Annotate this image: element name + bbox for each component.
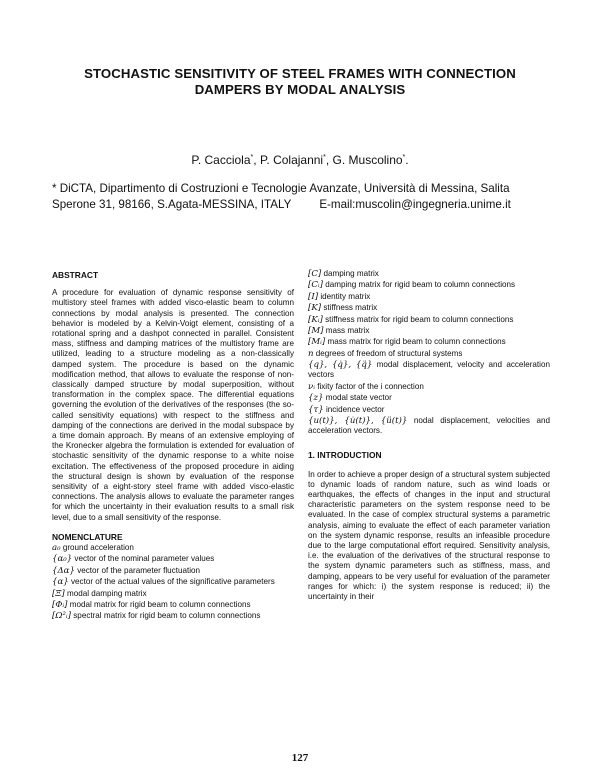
nomenclature-symbol: a₀ [52, 543, 61, 554]
nomenclature-item [308, 326, 550, 336]
nomenclature-right-list [308, 269, 550, 436]
nomenclature-desc: ground acceleration [60, 543, 134, 553]
author-sep-2: , [325, 153, 333, 167]
nomenclature-item [308, 360, 550, 380]
nomenclature-desc: vector of the nominal parameter values [72, 554, 215, 564]
nomenclature-symbol: {Δα} [52, 565, 75, 576]
nomenclature-desc: mass matrix [323, 325, 370, 335]
nomenclature-item [308, 405, 550, 415]
nomenclature-item [308, 416, 550, 436]
abstract-heading: ABSTRACT [52, 270, 99, 280]
nomenclature-desc: nodal displacement, velocities and acceleration vectors. [308, 415, 550, 436]
affiliation-line-1: * DiCTA, Dipartimento di Costruzioni e Tecnologie Avanzate, Università di Messina, Salita [52, 182, 510, 195]
nomenclature-desc: vector of the parameter fluctuation [74, 565, 201, 575]
author-2: P. Colajanni [259, 153, 324, 167]
nomenclature-desc: vector of the actual values of the significative parameters [68, 577, 275, 587]
nomenclature-item [52, 554, 294, 564]
nomenclature-item [308, 269, 550, 279]
nomenclature-symbol: νᵢ [308, 381, 315, 392]
nomenclature-symbol: {α} [52, 577, 69, 588]
page-number: 127 [291, 752, 309, 764]
abstract-text: A procedure for evaluation of dynamic response sensitivity of multistory steel frames with added visco-elastic beam to column connections by modal analysis is presented. The connection behavior is modeled by a Kelvin-Voigt element, consisting of a rotational spring and a dashpot connected in parallel. Consistent mass, stiffness and damping matrices of the multistory frame are utilized, leading to a structure modeling as a non-classically damped system. The procedure is based on the dynamic modification method, that allows to evaluate the response of non-classically damped structure by modal superposition, without transformation in the complex space. The differential equations governing the evolution of the derivatives of the responses (the so-called sensitivity equations) with respect to the stiffness and damping of the connections are derived in the modal subspace by a time domain approach. By means of an extensive employing of the Kronecker algebra the formulation is extended for evaluation of stochastic sensitivity of the dynamic response to a white noise excitation. The effectiveness of the proposed procedure in aiding the structural design is shown by evaluation of the response sensitivity of a eight-story steel frame with added visco-elastic connections. The analysis allows to evaluate the parameter ranges for which the uncertainty in their evaluation results to a small risk level, due to a small sensitivity of the response. [52, 288, 294, 522]
nomenclature-desc: damping matrix [321, 269, 379, 278]
right-column [308, 269, 550, 602]
nomenclature-symbol: [Mᵢ] [308, 337, 326, 348]
nomenclature-desc: modal state vector [323, 393, 392, 403]
nomenclature-symbol: {z} [308, 393, 324, 404]
author-list [0, 153, 600, 167]
nomenclature-desc: stiffness matrix [321, 303, 378, 313]
affiliation-address: Sperone 31, 98166, S.Agata-MESSINA, ITALY [52, 197, 292, 211]
nomenclature-item [308, 349, 550, 359]
nomenclature-item [308, 292, 550, 302]
nomenclature-heading: NOMENCLATURE [52, 531, 123, 542]
nomenclature-desc: modal displacement, velocity and acceleration vectors [308, 360, 550, 380]
nomenclature-item [52, 543, 294, 553]
author-3: G. Muscolino [332, 153, 403, 167]
nomenclature-desc: degrees of freedom of structural systems [313, 348, 463, 358]
nomenclature-symbol: [I] [308, 291, 319, 302]
nomenclature-item [308, 393, 550, 403]
nomenclature-item [52, 566, 294, 576]
nomenclature-symbol: [K] [308, 303, 322, 314]
affiliation-line-2 [52, 197, 556, 213]
nomenclature-symbol: [M] [308, 325, 324, 336]
nomenclature-item [308, 382, 550, 392]
nomenclature-item [308, 303, 550, 313]
nomenclature-item [52, 577, 294, 587]
affiliation-email: E-mail:muscolin@ingegneria.unime.it [319, 197, 511, 211]
nomenclature-symbol: n [308, 348, 314, 359]
nomenclature-item [308, 337, 550, 347]
nomenclature-desc: mass matrix for rigid beam to column connections [325, 337, 506, 347]
nomenclature-desc: incidence vector [323, 404, 385, 414]
introduction-heading: 1. INTRODUCTION [308, 450, 382, 461]
nomenclature-symbol: [Cᵢ] [308, 280, 324, 291]
author-2-mark: * [323, 154, 326, 161]
nomenclature-desc: damping matrix for rigid beam to column connections [323, 280, 516, 290]
title-line-1: STOCHASTIC SENSITIVITY OF STEEL FRAMES WITH CONNECTION [84, 66, 516, 81]
nomenclature-symbol: [Ξ] [52, 588, 65, 599]
title-line-2: DAMPERS BY MODAL ANALYSIS [194, 82, 406, 97]
nomenclature-symbol: [Ω²ᵢ] [52, 611, 72, 622]
author-1: P. Cacciola [191, 153, 251, 167]
nomenclature-item [308, 280, 550, 290]
nomenclature-symbol: [Φᵢ] [52, 600, 68, 611]
paper-title [40, 66, 560, 98]
nomenclature-item [52, 600, 294, 610]
nomenclature-symbol: {τ} [308, 404, 324, 415]
nomenclature-item [308, 315, 550, 325]
nomenclature-desc: modal damping matrix [64, 588, 147, 598]
left-column [52, 270, 294, 623]
nomenclature-symbol: {q}, {q̇}, {q̈} [308, 360, 373, 371]
nomenclature-item [52, 589, 294, 599]
introduction-text: In order to achieve a proper design of a structural system subjected to dynamic loads of random nature, such as wind loads or earthquakes, the effects of changes in the input and structural characteristic parameters on the system response need to be evaluated. In the case of complex structural systems a parametric analysis, aiming to evaluate the effect of each parameter variation on the system dynamic response, results an infeasible procedure due to the large computational effort required. Sensitivity analysis, i.e. the evaluation of the derivatives of the structural response to the system dynamic parameters such as stiffness, mass, and damping, appears to be very useful for evaluation of the parameter ranges for which: i) the system response is reduced; ii) the uncertainty in their [308, 469, 550, 601]
affiliation [52, 181, 556, 212]
nomenclature-item [52, 611, 294, 621]
nomenclature-symbol: {α₀} [52, 554, 73, 565]
nomenclature-left-list [52, 543, 294, 622]
author-3-mark: * [402, 154, 406, 161]
author-end: . [405, 153, 409, 167]
nomenclature-desc: stiffness matrix for rigid beam to column connections [322, 314, 514, 324]
nomenclature-desc: modal matrix for rigid beam to column connections [67, 600, 251, 610]
nomenclature-desc: identity matrix [318, 291, 371, 301]
nomenclature-symbol: {u(t)}, {u̇(t)}, {ü(t)} [308, 415, 408, 426]
nomenclature-desc: spectral matrix for rigid beam to column connections [71, 611, 261, 621]
nomenclature-symbol: [Kᵢ] [308, 314, 323, 325]
author-sep-1: , [253, 153, 260, 167]
nomenclature-desc: fixity factor of the i connection [314, 381, 424, 391]
nomenclature-symbol: [C] [308, 269, 322, 279]
author-1-mark: * [250, 154, 254, 161]
